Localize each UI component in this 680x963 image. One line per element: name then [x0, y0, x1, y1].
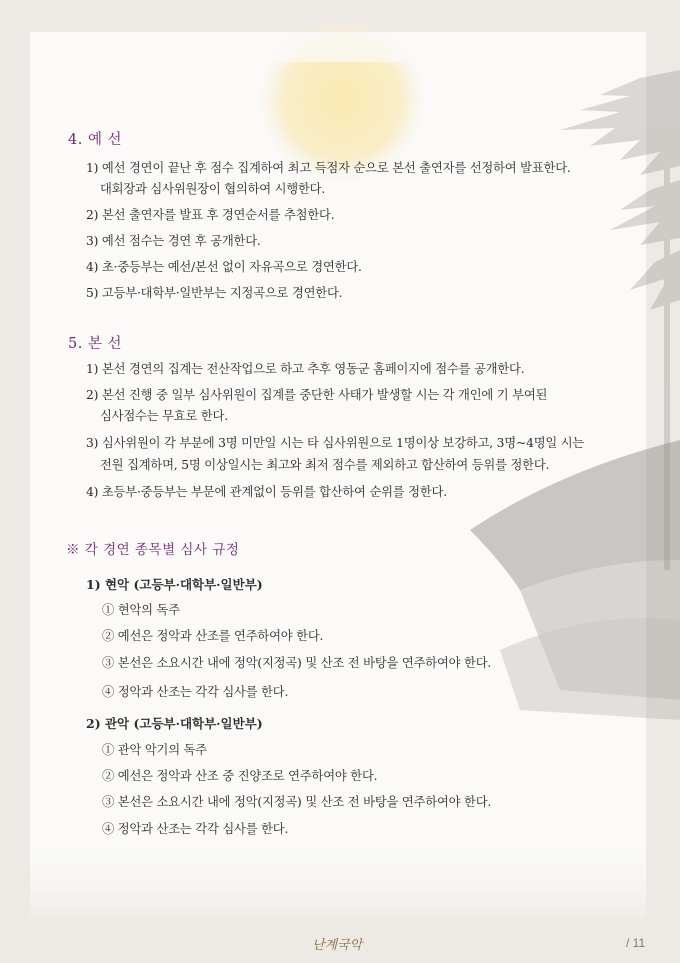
final-item: 4) 초등부·중등부는 부문에 관계없이 등위를 합산하여 순위를 정한다.: [86, 485, 447, 499]
rules-winds-heading: 2) 관악 (고등부·대학부·일반부): [86, 716, 263, 731]
final-item: 3) 심사위원이 각 부분에 3명 미만일 시는 타 심사위원으로 1명이상 보강하고, 3명~4명일 시는: [86, 436, 585, 450]
section-heading-prelim: 4. 예 선: [68, 132, 123, 148]
footer-logo: 난계국악: [312, 938, 363, 953]
prelim-item: 5) 고등부·대학부·일반부는 지정곡으로 경연한다.: [86, 286, 343, 300]
rules-winds-item: ② 예선은 정악과 산조 중 진양조로 연주하여야 한다.: [102, 769, 378, 783]
rules-strings-heading: 1) 현악 (고등부·대학부·일반부): [86, 577, 263, 592]
rules-strings-item: ③ 본선은 소요시간 내에 정악(지정곡) 및 산조 전 바탕을 연주하여야 한다.: [102, 656, 492, 670]
rules-winds-item: ④ 정악과 산조는 각각 심사를 한다.: [102, 822, 289, 836]
rules-strings-item: ① 현악의 독주: [102, 603, 180, 617]
final-item: 전원 집계하며, 5명 이상일시는 최고와 최저 점수를 제외하고 합산하여 등위를 정한다.: [100, 458, 550, 472]
rules-strings-item: ② 예선은 정악과 산조를 연주하여야 한다.: [102, 629, 324, 643]
final-item: 2) 본선 진행 중 일부 심사위원이 집계를 중단한 사태가 발생할 시는 각 개인에 기 부여된: [86, 388, 548, 402]
final-item: 1) 본선 경연의 집계는 전산작업으로 하고 추후 영동군 홈페이지에 점수를 공개한다.: [86, 362, 525, 376]
prelim-item: 1) 예선 경연이 끝난 후 점수 집계하여 최고 득점자 순으로 본선 출연자를 선정하여 발표한다.: [86, 161, 571, 175]
rules-strings-item: ④ 정악과 산조는 각각 심사를 한다.: [102, 685, 289, 699]
section-heading-rules: ※ 각 경연 종목별 심사 규정: [66, 542, 240, 558]
prelim-item: 2) 본선 출연자를 발표 후 경연순서를 추첨한다.: [86, 208, 335, 222]
prelim-item: 대회장과 심사위원장이 협의하여 시행한다.: [100, 182, 326, 196]
page-number: / 11: [626, 936, 646, 950]
prelim-item: 4) 초·중등부는 예선/본선 없이 자유곡으로 경연한다.: [86, 260, 362, 274]
rules-winds-item: ① 관악 악기의 독주: [102, 743, 207, 757]
final-item: 심사점수는 무효로 한다.: [100, 409, 228, 423]
section-heading-final: 5. 본 선: [68, 336, 123, 352]
rules-winds-item: ③ 본선은 소요시간 내에 정악(지정곡) 및 산조 전 바탕을 연주하여야 한다.: [102, 795, 492, 809]
prelim-item: 3) 예선 점수는 경연 후 공개한다.: [86, 234, 261, 248]
